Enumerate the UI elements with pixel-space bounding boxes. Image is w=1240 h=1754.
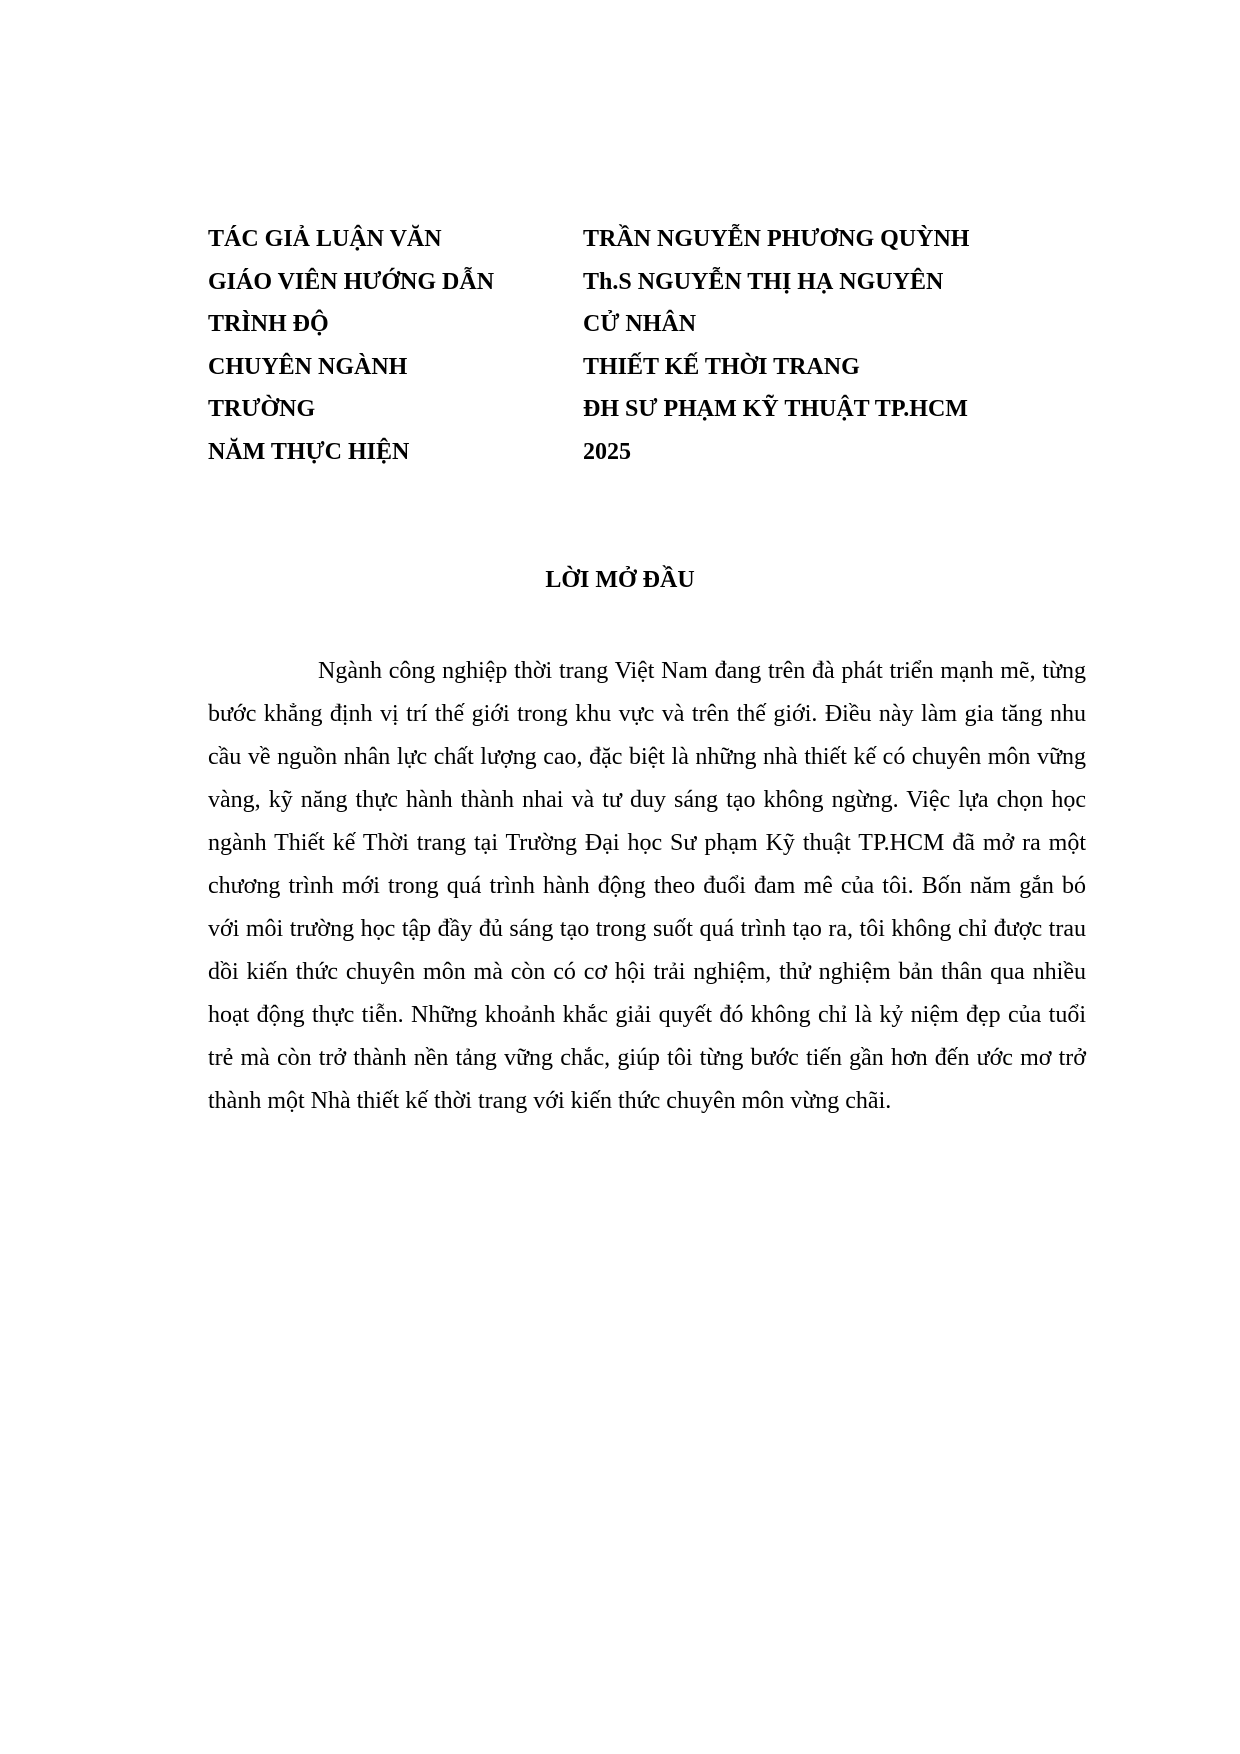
info-row-advisor [208, 261, 1008, 304]
info-value-major: THIẾT KẾ THỜI TRANG [583, 353, 860, 380]
info-label-major: CHUYÊN NGÀNH [208, 353, 408, 380]
thesis-info-table [208, 218, 1008, 473]
info-label-degree: TRÌNH ĐỘ [208, 311, 329, 337]
section-title: LỜI MỞ ĐẦU [545, 567, 695, 593]
info-value-degree: CỬ NHÂN [583, 311, 697, 337]
info-row-school [208, 388, 1008, 431]
intro-paragraph: Ngành công nghiệp thời trang Việt Nam đang trên đà phát triển mạnh mẽ, từng bước khẳng định vị trí thế giới trong khu vực và trên thế giới. Điều này làm gia tăng nhu cầu về nguồn nhân lực chất lượng cao, đặc biệt là những nhà thiết kế có chuyên môn vững vàng, kỹ năng thực hành thành nhai và tư duy sáng tạo không ngừng. Việc lựa chọn học ngành Thiết kế Thời trang tại Trường Đại học Sư phạm Kỹ thuật TP.HCM đã mở ra một chương trình mới trong quá trình hành động theo đuổi đam mê của tôi. Bốn năm gắn bó với môi trường học tập đầy đủ sáng tạo trong suốt quá trình tạo ra, tôi không chỉ được trau dồi kiến thức chuyên môn mà còn có cơ hội trải nghiệm, thử nghiệm bản thân qua nhiều hoạt động thực tiễn. Những khoảnh khắc giải quyết đó không chỉ là kỷ niệm đẹp của tuổi trẻ mà còn trở thành nền tảng vững chắc, giúp tôi từng bước tiến gần hơn đến ước mơ trở thành một Nhà thiết kế thời trang với kiến thức chuyên môn vừng chãi. [208, 658, 1086, 1114]
info-row-year [208, 431, 1008, 474]
info-label-advisor: GIÁO VIÊN HƯỚNG DẪN [208, 268, 495, 295]
info-value-year: 2025 [583, 438, 631, 465]
info-label-author: TÁC GIẢ LUẬN VĂN [208, 226, 442, 252]
info-row-major [208, 346, 1008, 389]
info-value-advisor: Th.S NGUYỄN THỊ HẠ NGUYÊN [583, 268, 944, 295]
info-row-author [208, 218, 1008, 261]
info-value-author: TRẦN NGUYỄN PHƯƠNG QUỲNH [583, 226, 970, 252]
info-row-degree [208, 303, 1008, 346]
info-label-year: NĂM THỰC HIỆN [208, 438, 410, 465]
info-value-school: ĐH SƯ PHẠM KỸ THUẬT TP.HCM [583, 396, 968, 422]
info-label-school: TRƯỜNG [208, 396, 316, 422]
